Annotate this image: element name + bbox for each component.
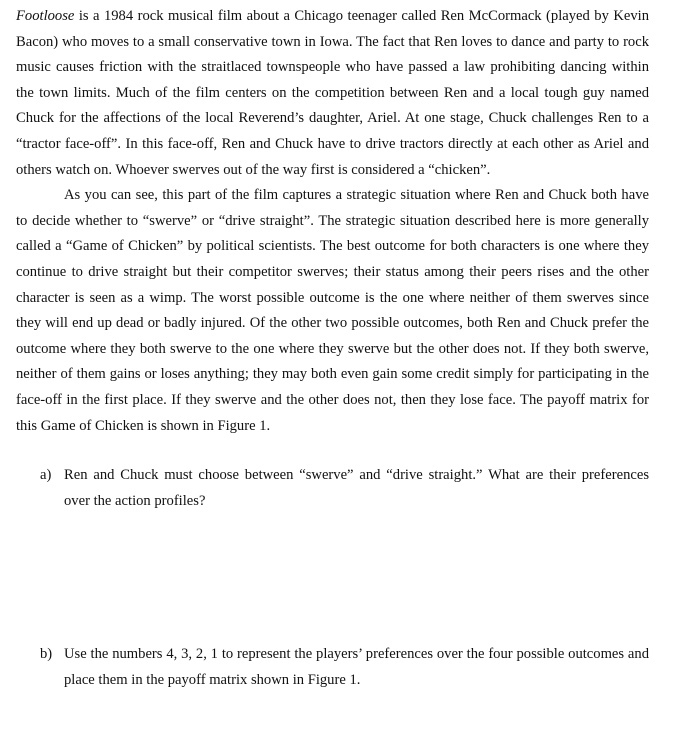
question-a xyxy=(40,463,649,514)
document-body xyxy=(16,4,649,439)
question-a-text: Ren and Chuck must choose between “swerve” and “drive straight.” What are their preferences over the action profiles? xyxy=(64,467,649,509)
question-b-text: Use the numbers 4, 3, 2, 1 to represent the players’ preferences over the four possible outcomes and place them in the payoff matrix shown in Figure 1. xyxy=(64,646,649,688)
film-title: Footloose xyxy=(16,8,75,24)
question-b xyxy=(40,642,649,693)
question-b-label: b) xyxy=(40,646,53,662)
game-of-chicken-paragraph: As you can see, this part of the film captures a strategic situation where Ren and Chuck both have to decide whether to “swerve” or “drive straight”. The strategic situation described here is more generally called a “Game of Chicken” by political scientists. The best outcome for both characters is one where they continue to drive straight but their competitor swerves; their status among their peers rises and the other character is seen as a wimp. The worst possible outcome is the one where neither of them swerves since they will end up dead or badly injured. Of the other two possible outcomes, both Ren and Chuck prefer the outcome where they both swerve to the one where they swerve but the other does not. If they both swerve, neither of them gains or loses anything; they may both even gain some credit simply for participating in the face-off in the first place. If they swerve and the other does not, then they lose face. The payoff matrix for this Game of Chicken is shown in Figure 1. xyxy=(16,187,649,434)
question-a-label: a) xyxy=(40,467,52,483)
intro-paragraph xyxy=(16,4,649,183)
intro-paragraph-text: is a 1984 rock musical film about a Chicago teenager called Ren McCormack (played by Kevin Bacon) who moves to a small conservative town in Iowa. The fact that Ren loves to dance and party to rock music causes friction with the straitlaced townspeople who have passed a law prohibiting dancing within the town limits. Much of the film centers on the competition between Ren and a local tough guy named Chuck for the affections of the local Reverend’s daughter, Ariel. At one stage, Chuck challenges Ren to a “tractor face-off”. In this face-off, Ren and Chuck have to drive tractors directly at each other as Ariel and others watch on. Whoever swerves out of the way first is considered a “chicken”. xyxy=(16,8,649,178)
